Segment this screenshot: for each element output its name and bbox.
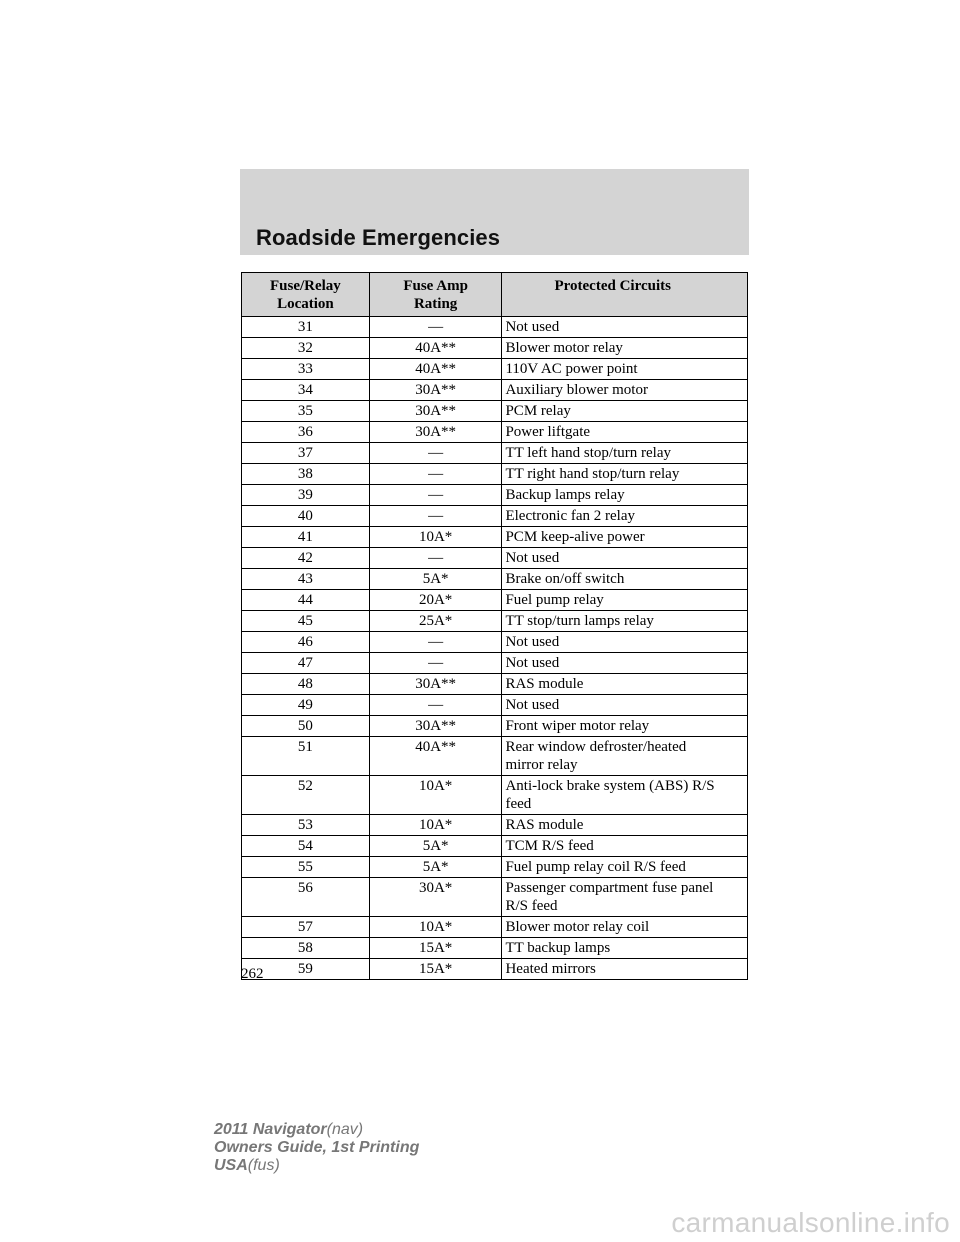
cell-circuits: Front wiper motor relay xyxy=(502,716,748,737)
header-rating xyxy=(369,273,502,317)
table-row xyxy=(242,611,748,632)
table-row xyxy=(242,338,748,359)
table-row xyxy=(242,776,748,815)
cell-rating: — xyxy=(369,485,502,506)
table-row xyxy=(242,548,748,569)
header-location xyxy=(242,273,370,317)
cell-rating: — xyxy=(369,632,502,653)
cell-circuits: TT left hand stop/turn relay xyxy=(502,443,748,464)
cell-location: 40 xyxy=(242,506,370,527)
cell-rating: 15A* xyxy=(369,938,502,959)
cell-location: 38 xyxy=(242,464,370,485)
header-circuits-label: Protected Circuits xyxy=(554,278,671,294)
footer-model-code: (nav) xyxy=(326,1121,364,1138)
cell-circuits: TT stop/turn lamps relay xyxy=(502,611,748,632)
table-row xyxy=(242,836,748,857)
cell-rating: — xyxy=(369,695,502,716)
table-row xyxy=(242,422,748,443)
cell-rating: 30A** xyxy=(369,716,502,737)
table-row xyxy=(242,401,748,422)
footer-model: 2011 Navigator xyxy=(214,1121,327,1138)
cell-circuits: RAS module xyxy=(502,674,748,695)
table-row xyxy=(242,359,748,380)
table-row xyxy=(242,317,748,338)
cell-rating: 40A** xyxy=(369,737,502,776)
footer-market: USA xyxy=(214,1157,248,1174)
cell-rating: 30A** xyxy=(369,380,502,401)
cell-location: 37 xyxy=(242,443,370,464)
footer-line-1 xyxy=(214,1121,419,1139)
cell-circuits: Fuel pump relay xyxy=(502,590,748,611)
table-row xyxy=(242,380,748,401)
cell-rating: 10A* xyxy=(369,815,502,836)
cell-location: 46 xyxy=(242,632,370,653)
header-rating-label: Fuse Amp Rating xyxy=(403,278,468,312)
table-row xyxy=(242,464,748,485)
cell-location: 42 xyxy=(242,548,370,569)
cell-location: 52 xyxy=(242,776,370,815)
cell-rating: 40A** xyxy=(369,359,502,380)
cell-circuits: Auxiliary blower motor xyxy=(502,380,748,401)
cell-circuits: RAS module xyxy=(502,815,748,836)
cell-location: 51 xyxy=(242,737,370,776)
cell-rating: 5A* xyxy=(369,836,502,857)
cell-circuits: TT backup lamps xyxy=(502,938,748,959)
table-row xyxy=(242,527,748,548)
table-body xyxy=(242,317,748,980)
section-title: Roadside Emergencies xyxy=(256,225,501,250)
cell-rating: 30A** xyxy=(369,401,502,422)
cell-location: 48 xyxy=(242,674,370,695)
cell-location: 47 xyxy=(242,653,370,674)
cell-rating: 30A* xyxy=(369,878,502,917)
table-row xyxy=(242,485,748,506)
cell-circuits: Not used xyxy=(502,695,748,716)
cell-rating: 10A* xyxy=(369,917,502,938)
cell-location: 58 xyxy=(242,938,370,959)
cell-circuits: Not used xyxy=(502,548,748,569)
cell-circuits: Not used xyxy=(502,632,748,653)
table-row xyxy=(242,959,748,980)
cell-location: 43 xyxy=(242,569,370,590)
cell-location: 44 xyxy=(242,590,370,611)
cell-location: 50 xyxy=(242,716,370,737)
watermark: carmanualsonline.info xyxy=(671,1207,950,1238)
cell-location: 55 xyxy=(242,857,370,878)
cell-rating: — xyxy=(369,443,502,464)
cell-rating: 10A* xyxy=(369,776,502,815)
table-row xyxy=(242,443,748,464)
cell-circuits: TCM R/S feed xyxy=(502,836,748,857)
footer xyxy=(214,1121,419,1175)
cell-circuits: PCM relay xyxy=(502,401,748,422)
footer-line-3 xyxy=(214,1157,419,1175)
table-row xyxy=(242,878,748,917)
table-row xyxy=(242,632,748,653)
cell-circuits: PCM keep-alive power xyxy=(502,527,748,548)
cell-circuits: Fuel pump relay coil R/S feed xyxy=(502,857,748,878)
table-row xyxy=(242,569,748,590)
cell-circuits: Not used xyxy=(502,317,748,338)
cell-location: 33 xyxy=(242,359,370,380)
cell-location: 39 xyxy=(242,485,370,506)
cell-circuits: Brake on/off switch xyxy=(502,569,748,590)
table-row xyxy=(242,695,748,716)
cell-circuits: Heated mirrors xyxy=(502,959,748,980)
table-row xyxy=(242,674,748,695)
footer-market-code: (fus) xyxy=(247,1157,280,1174)
cell-circuits: 110V AC power point xyxy=(502,359,748,380)
section-header-band xyxy=(240,169,749,255)
cell-circuits: Blower motor relay coil xyxy=(502,917,748,938)
header-location-label: Fuse/Relay Location xyxy=(269,278,341,312)
cell-circuits: Blower motor relay xyxy=(502,338,748,359)
footer-guide: Owners Guide, 1st Printing xyxy=(214,1139,420,1156)
cell-circuits: Rear window defroster/heated mirror relay xyxy=(502,737,748,776)
cell-location: 45 xyxy=(242,611,370,632)
cell-location: 41 xyxy=(242,527,370,548)
cell-location: 54 xyxy=(242,836,370,857)
table-row xyxy=(242,590,748,611)
table-header-row xyxy=(242,273,748,317)
table-row xyxy=(242,938,748,959)
fuse-table xyxy=(241,272,748,980)
table-row xyxy=(242,815,748,836)
cell-location: 32 xyxy=(242,338,370,359)
cell-rating: 10A* xyxy=(369,527,502,548)
cell-rating: 15A* xyxy=(369,959,502,980)
cell-location: 53 xyxy=(242,815,370,836)
table-row xyxy=(242,653,748,674)
cell-rating: 20A* xyxy=(369,590,502,611)
cell-rating: — xyxy=(369,506,502,527)
cell-rating: 25A* xyxy=(369,611,502,632)
cell-location: 34 xyxy=(242,380,370,401)
cell-rating: — xyxy=(369,653,502,674)
cell-rating: 5A* xyxy=(369,569,502,590)
cell-circuits: Backup lamps relay xyxy=(502,485,748,506)
cell-circuits: Passenger compartment fuse panel R/S feed xyxy=(502,878,748,917)
footer-line-2 xyxy=(214,1139,419,1157)
cell-location: 31 xyxy=(242,317,370,338)
cell-location: 59 xyxy=(242,959,370,980)
cell-location: 36 xyxy=(242,422,370,443)
cell-circuits: Power liftgate xyxy=(502,422,748,443)
cell-circuits: Anti-lock brake system (ABS) R/S feed xyxy=(502,776,748,815)
table-row xyxy=(242,917,748,938)
cell-rating: — xyxy=(369,548,502,569)
cell-circuits: Not used xyxy=(502,653,748,674)
cell-circuits: Electronic fan 2 relay xyxy=(502,506,748,527)
header-circuits xyxy=(502,273,748,317)
cell-rating: — xyxy=(369,464,502,485)
page-number: 262 xyxy=(241,966,264,982)
table-row xyxy=(242,716,748,737)
cell-rating: — xyxy=(369,317,502,338)
table-row xyxy=(242,857,748,878)
cell-rating: 30A** xyxy=(369,422,502,443)
table-row xyxy=(242,737,748,776)
cell-location: 57 xyxy=(242,917,370,938)
cell-rating: 40A** xyxy=(369,338,502,359)
cell-location: 56 xyxy=(242,878,370,917)
cell-circuits: TT right hand stop/turn relay xyxy=(502,464,748,485)
cell-rating: 5A* xyxy=(369,857,502,878)
cell-rating: 30A** xyxy=(369,674,502,695)
table-row xyxy=(242,506,748,527)
cell-location: 35 xyxy=(242,401,370,422)
cell-location: 49 xyxy=(242,695,370,716)
